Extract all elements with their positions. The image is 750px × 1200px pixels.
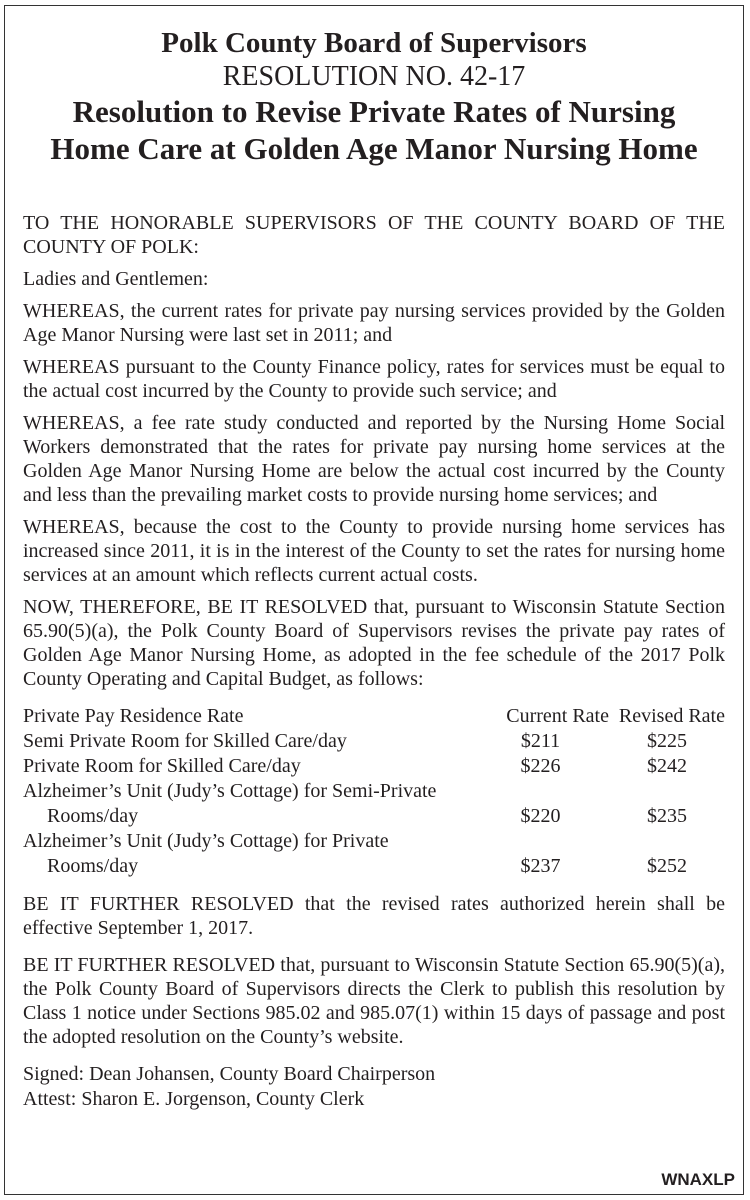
greeting: Ladies and Gentlemen: bbox=[23, 268, 209, 290]
attest-line: Attest: Sharon E. Jorgenson, County Clerk bbox=[23, 1088, 365, 1110]
rate-label: Semi Private Room for Skilled Care/day bbox=[23, 730, 347, 752]
table-row bbox=[23, 729, 725, 754]
rate-label: Alzheimer’s Unit (Judy’s Cottage) for Private bbox=[23, 830, 389, 852]
resolution-number: RESOLUTION NO. 42-17 bbox=[222, 61, 526, 92]
current-rate: $237 bbox=[520, 855, 561, 877]
legal-notice bbox=[4, 5, 744, 1195]
whereas-clause-2: WHEREAS pursuant to the County Finance policy, rates for services must be equal to the actual cost incurred by the County to provide such service; and bbox=[23, 356, 725, 402]
current-rate: $211 bbox=[520, 730, 561, 752]
whereas-clause-4: WHEREAS, because the cost to the County to provide nursing home services has increased since 2011, it is in the interest of the County to set the rates for nursing home services at an amount which reflects current actual costs. bbox=[23, 516, 725, 586]
column-header-residence-rate: Private Pay Residence Rate bbox=[23, 705, 244, 727]
board-title: Polk County Board of Supervisors bbox=[161, 27, 587, 59]
revised-rate: $242 bbox=[647, 755, 687, 777]
revised-rate: $225 bbox=[647, 730, 687, 752]
table-row bbox=[23, 829, 725, 879]
rates-table bbox=[23, 704, 725, 879]
column-header-current-rate: Current Rate bbox=[506, 705, 609, 727]
whereas-clause-3: WHEREAS, a fee rate study conducted and reported by the Nursing Home Social Workers demonstrated that the rates for private pay nursing home services at the Golden Age Manor Nursing Home are below the actual cost incurred by the County and less than the prevailing market costs to provide nursing home services; and bbox=[23, 412, 725, 506]
revised-rate: $252 bbox=[647, 855, 687, 877]
table-row bbox=[23, 779, 725, 829]
rate-label-continued: Rooms/day bbox=[47, 855, 139, 877]
notice-header bbox=[5, 6, 743, 167]
rate-label: Alzheimer’s Unit (Judy’s Cottage) for Semi-Private bbox=[23, 780, 437, 802]
salutation: TO THE HONORABLE SUPERVISORS OF THE COUNTY BOARD OF THE COUNTY OF POLK: bbox=[23, 212, 725, 258]
notice-body bbox=[23, 211, 725, 1112]
rates-table-header bbox=[23, 704, 725, 729]
publication-code: WNAXLP bbox=[661, 1170, 735, 1189]
column-header-revised-rate: Revised Rate bbox=[618, 705, 725, 727]
signed-line: Signed: Dean Johansen, County Board Chairperson bbox=[23, 1063, 436, 1085]
resolution-title-line2: Home Care at Golden Age Manor Nursing Home bbox=[50, 131, 698, 166]
further-resolved-clause-1: BE IT FURTHER RESOLVED that the revised rates authorized herein shall be effective September 1, 2017. bbox=[23, 893, 725, 939]
resolution-title-line1: Resolution to Revise Private Rates of Nursing bbox=[72, 94, 676, 129]
rate-label-continued: Rooms/day bbox=[47, 805, 139, 827]
current-rate: $220 bbox=[520, 805, 561, 827]
table-row bbox=[23, 754, 725, 779]
rate-label: Private Room for Skilled Care/day bbox=[23, 755, 301, 777]
revised-rate: $235 bbox=[647, 805, 687, 827]
current-rate: $226 bbox=[520, 755, 561, 777]
further-resolved-clause-2: BE IT FURTHER RESOLVED that, pursuant to Wisconsin Statute Section 65.90(5)(a), the Polk County Board of Supervisors directs the Clerk to publish this resolution by Class 1 notice under Sections 985.02 and 985.07(1) within 15 days of passage and post the adopted resolution on the County’s website. bbox=[23, 954, 725, 1048]
whereas-clause-1: WHEREAS, the current rates for private pay nursing services provided by the Golden Age Manor Nursing were last set in 2011; and bbox=[23, 300, 725, 346]
resolved-clause: NOW, THEREFORE, BE IT RESOLVED that, pursuant to Wisconsin Statute Section 65.90(5)(a), the Polk County Board of Supervisors revises the private pay rates of Golden Age Manor Nursing Home, as adopted in the fee schedule of the 2017 Polk County Operating and Capital Budget, as follows: bbox=[23, 596, 725, 690]
